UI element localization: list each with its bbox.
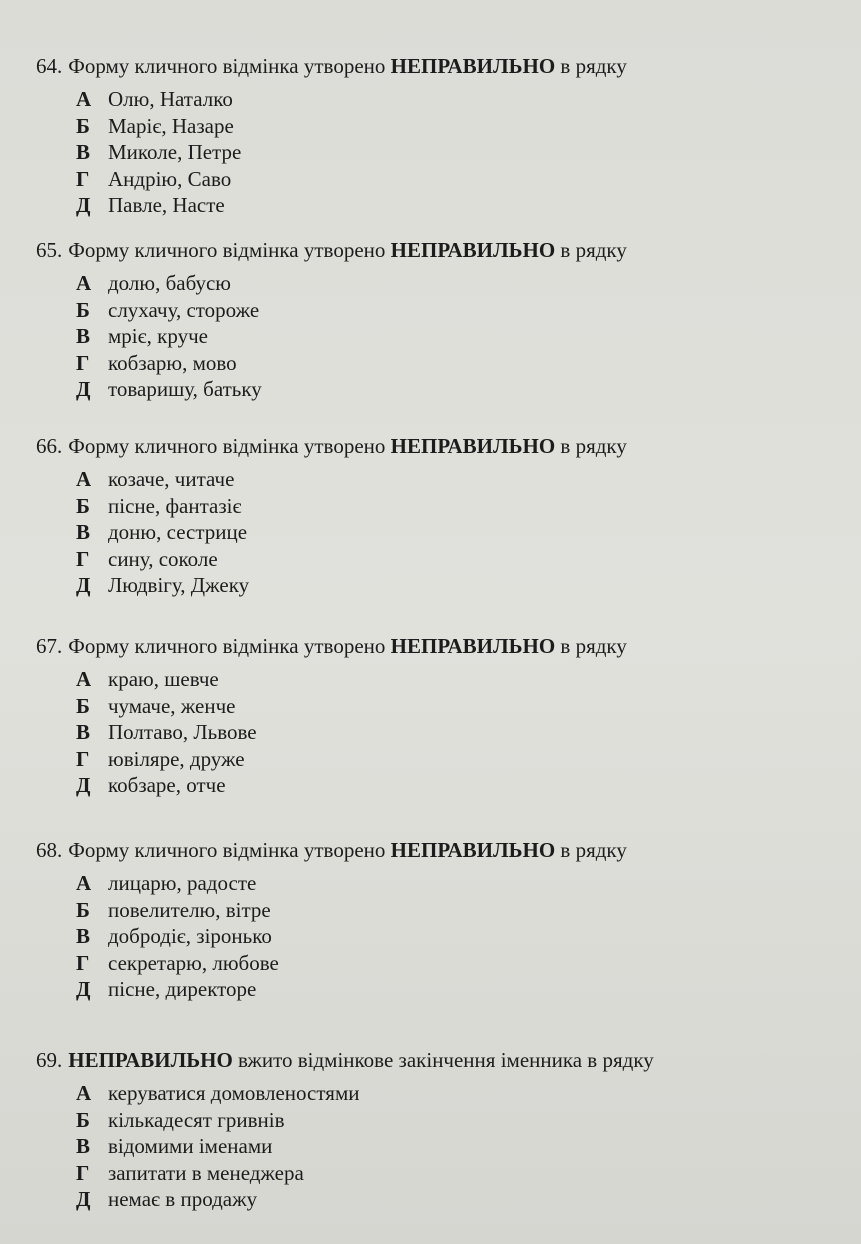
question-text-end: в рядку [560,838,627,862]
option-text: запитати в менеджера [108,1160,304,1185]
option-letter: А [76,667,92,691]
option-letter: Б [76,693,90,718]
option-letter: А [76,271,92,295]
option-text: Полтаво, Львове [108,720,257,744]
answer-options [36,666,856,799]
option-letter: Б [76,113,90,138]
option-text: козаче, читаче [108,467,235,491]
option-text: Павле, Насте [108,193,225,217]
question-67 [36,632,856,799]
option-g [36,350,856,377]
option-letter: Г [76,166,90,191]
question-number: 65. [36,238,63,262]
question-emphasis: НЕПРАВИЛЬНО [390,838,556,862]
option-text: Миколе, Петре [108,140,242,164]
option-letter: Д [76,377,91,401]
option-b [36,1107,856,1134]
answer-options [36,86,856,219]
option-letter: Д [76,1187,91,1211]
option-text: долю, бабусю [108,271,231,295]
answer-options [36,870,856,1003]
option-text: кобзарю, мово [108,350,237,375]
question-text-end: вжито відмінкове закінчення іменника в рядку [238,1048,654,1072]
option-g [36,166,856,193]
option-v [36,139,856,166]
question-text-end: в рядку [560,238,627,262]
question-emphasis: НЕПРАВИЛЬНО [390,238,556,262]
option-b [36,693,856,720]
option-letter: В [76,520,91,544]
option-letter: В [76,720,91,744]
answer-options [36,270,856,403]
question-text: Форму кличного відмінка утворено [68,238,386,262]
option-a [36,270,856,297]
option-b [36,897,856,924]
option-text: секретарю, любове [108,950,279,975]
option-text: Маріє, Назаре [108,113,234,138]
option-letter: А [76,871,92,895]
question-number: 69. [36,1048,63,1072]
option-text: лицарю, радосте [108,871,257,895]
option-letter: Д [76,193,91,217]
question-heading [36,236,856,264]
option-a [36,666,856,693]
question-text: Форму кличного відмінка утворено [68,54,386,78]
option-text: пісне, фантазіє [108,493,242,518]
option-g [36,1160,856,1187]
option-text: слухачу, стороже [108,297,260,322]
question-heading [36,52,856,80]
question-68 [36,836,856,1003]
option-letter: Б [76,297,90,322]
question-text-end: в рядку [560,54,627,78]
option-v [36,519,856,546]
option-text: керуватися домовленостями [108,1081,360,1105]
option-b [36,113,856,140]
question-heading [36,432,856,460]
option-letter: Г [76,350,90,375]
option-letter: Г [76,746,90,771]
question-text: Форму кличного відмінка утворено [68,434,386,458]
question-text: Форму кличного відмінка утворено [68,634,386,658]
option-text: пісне, директоре [108,977,257,1001]
option-letter: Д [76,977,91,1001]
option-text: повелителю, вітре [108,897,271,922]
option-text: мріє, круче [108,324,208,348]
option-v [36,923,856,950]
option-d [36,572,856,599]
option-letter: Д [76,773,91,797]
option-letter: Б [76,1107,90,1132]
option-a [36,86,856,113]
question-text-end: в рядку [560,434,627,458]
option-g [36,746,856,773]
option-d [36,192,856,219]
option-text: кобзаре, отче [108,773,226,797]
option-letter: А [76,1081,92,1105]
question-text: Форму кличного відмінка утворено [68,838,386,862]
option-letter: В [76,324,91,348]
answer-options [36,466,856,599]
option-letter: Г [76,1160,90,1185]
option-letter: Б [76,493,90,518]
option-v [36,719,856,746]
question-number: 68. [36,838,63,862]
option-letter: Г [76,950,90,975]
question-text-end: в рядку [560,634,627,658]
option-letter: Г [76,546,90,571]
option-text: добродіє, зіронько [108,924,272,948]
question-heading [36,632,856,660]
option-letter: Б [76,897,90,922]
question-emphasis: НЕПРАВИЛЬНО [390,434,556,458]
option-text: відомими іменами [108,1134,273,1158]
option-g [36,546,856,573]
option-a [36,1080,856,1107]
option-d [36,1186,856,1213]
answer-options [36,1080,856,1213]
option-text: товаришу, батьку [108,377,262,401]
option-text: Андрію, Саво [108,166,232,191]
option-text: доню, сестрице [108,520,248,544]
option-v [36,1133,856,1160]
question-69 [36,1046,856,1213]
option-g [36,950,856,977]
question-number: 64. [36,54,63,78]
option-d [36,772,856,799]
option-text: ювіляре, друже [108,746,245,771]
option-b [36,493,856,520]
option-text: Олю, Наталко [108,87,233,111]
option-letter: В [76,924,91,948]
question-number: 67. [36,634,63,658]
option-v [36,323,856,350]
option-letter: Д [76,573,91,597]
option-d [36,976,856,1003]
question-66 [36,432,856,599]
option-a [36,466,856,493]
option-letter: А [76,87,92,111]
option-text: сину, соколе [108,546,218,571]
question-emphasis: НЕПРАВИЛЬНО [390,634,556,658]
question-emphasis: НЕПРАВИЛЬНО [390,54,556,78]
question-number: 66. [36,434,63,458]
option-letter: В [76,140,91,164]
option-b [36,297,856,324]
option-text: краю, шевче [108,667,219,691]
option-text: кількадесят гривнів [108,1107,285,1132]
question-heading [36,1046,856,1074]
question-heading [36,836,856,864]
option-letter: В [76,1134,91,1158]
option-text: немає в продажу [108,1187,258,1211]
option-text: Людвігу, Джеку [108,573,250,597]
question-emphasis: НЕПРАВИЛЬНО [68,1048,233,1072]
option-d [36,376,856,403]
option-text: чумаче, женче [108,693,236,718]
question-65 [36,236,856,403]
question-64 [36,52,856,219]
option-letter: А [76,467,92,491]
option-a [36,870,856,897]
